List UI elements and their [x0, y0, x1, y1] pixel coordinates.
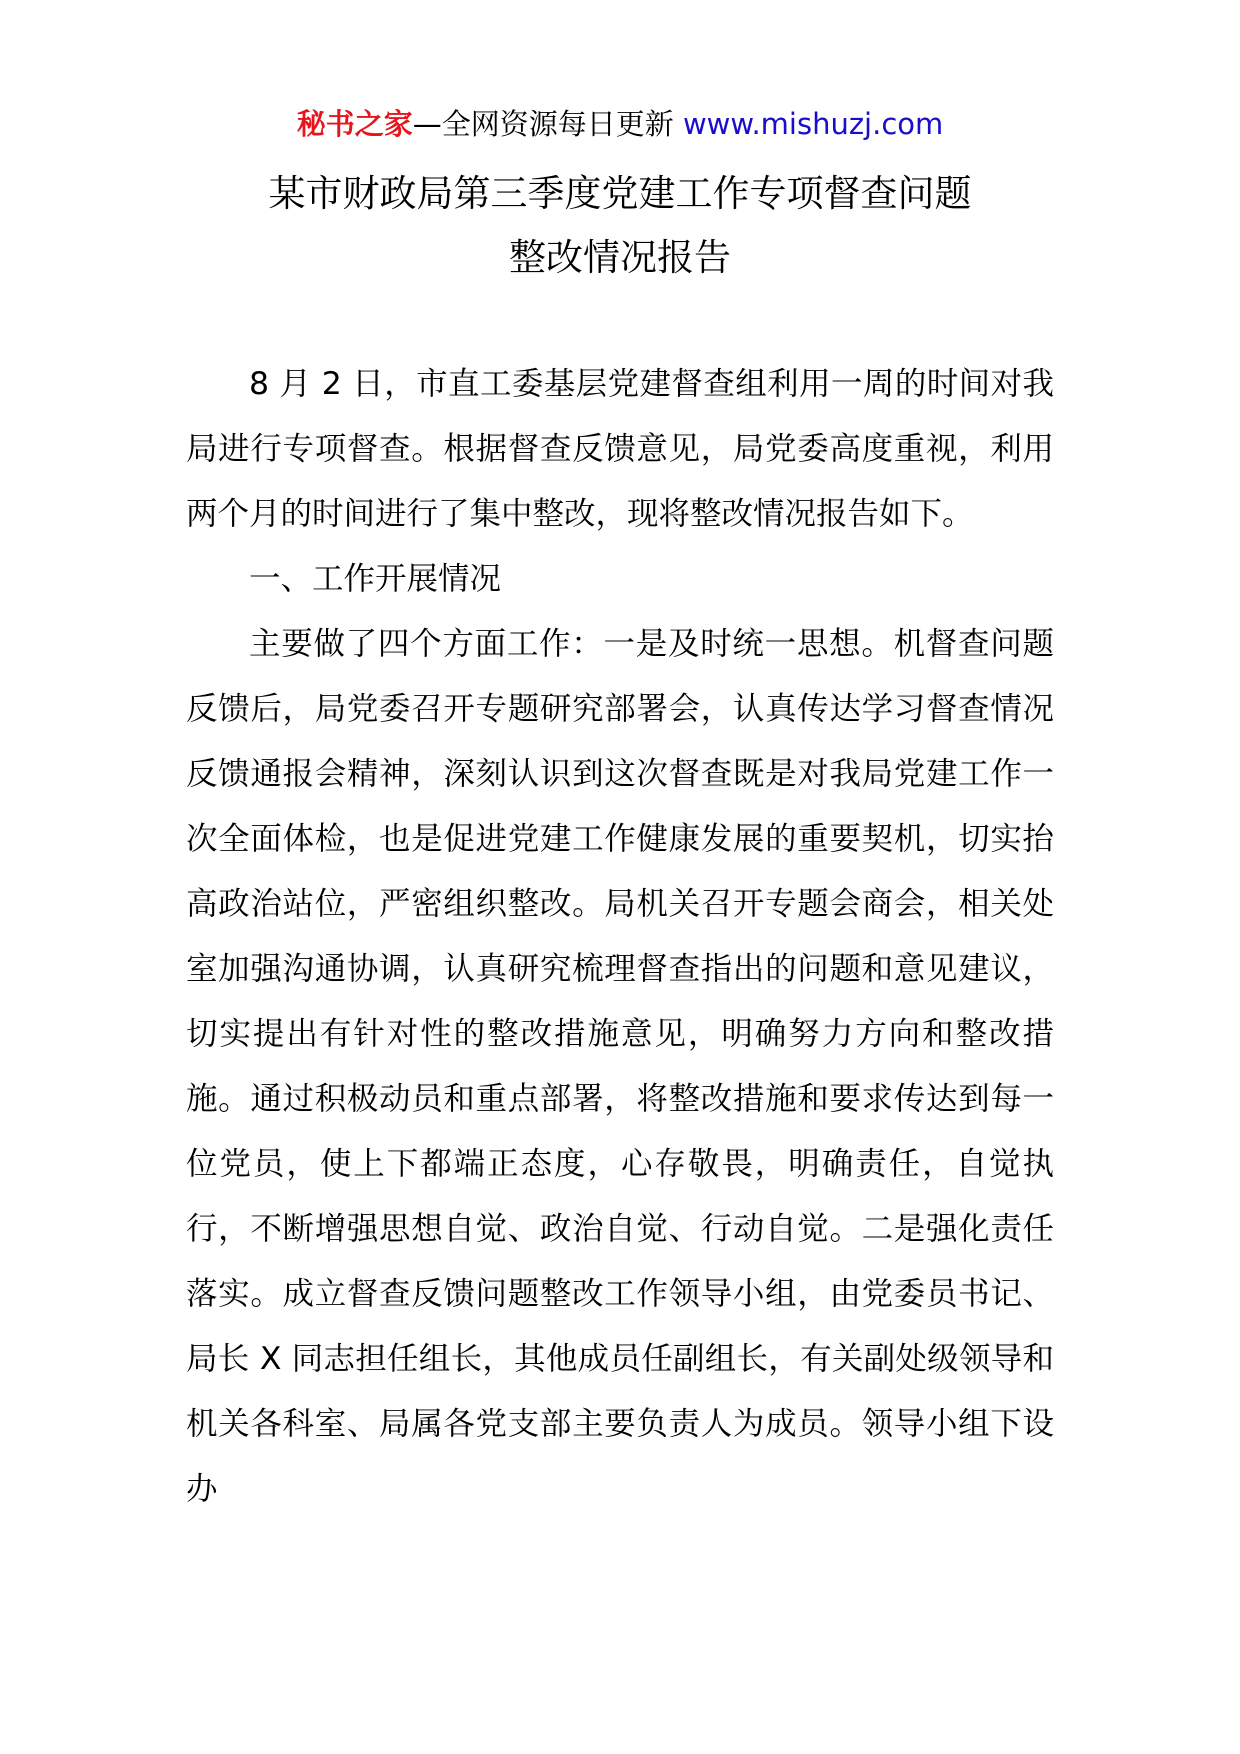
- document-title-line-2: 整改情况报告: [509, 236, 731, 279]
- brand-name: 秘书之家: [296, 107, 413, 141]
- header-slogan: —全网资源每日更新: [412, 107, 674, 141]
- intro-paragraph: 8 月 2 日，市直工委基层党建督查组利用一周的时间对我局进行专项督查。根据督查反馈意见，局党委高度重视，利用两个月的时间进行了集中整改，现将整改情况报告如下。: [186, 366, 1054, 532]
- watermark-header: [0, 102, 1240, 146]
- body-paragraph: 主要做了四个方面工作：一是及时统一思想。机督查问题反馈后，局党委召开专题研究部署会，认真传达学习督查情况反馈通报会精神，深刻认识到这次督查既是对我局党建工作一次全面体检，也是促进党建工作健康发展的重要契机，切实抬高政治站位，严密组织整改。局机关召开专题会商会，相关处室加强沟通协调，认真研究梳理督查指出的问题和意见建议，切实提出有针对性的整改措施意见，明确努力方向和整改措施。通过积极动员和重点部署，将整改措施和要求传达到每一位党员，使上下都端正态度，心存敬畏，明确责任，自觉执行，不断增强思想自觉、政治自觉、行动自觉。二是强化责任落实。成立督查反馈问题整改工作领导小组，由党委员书记、局长 X 同志担任组长，其他成员任副组长，有关副处级领导和机关各科室、局属各党支部主要负责人为成员。领导小组下设办: [186, 626, 1054, 1507]
- document-title-line-1: 某市财政局第三季度党建工作专项督查问题: [268, 172, 972, 215]
- document-body: [186, 352, 1054, 1522]
- section-heading: 一、工作开展情况: [249, 561, 502, 597]
- site-url-link[interactable]: www.mishuzj.com: [682, 107, 944, 141]
